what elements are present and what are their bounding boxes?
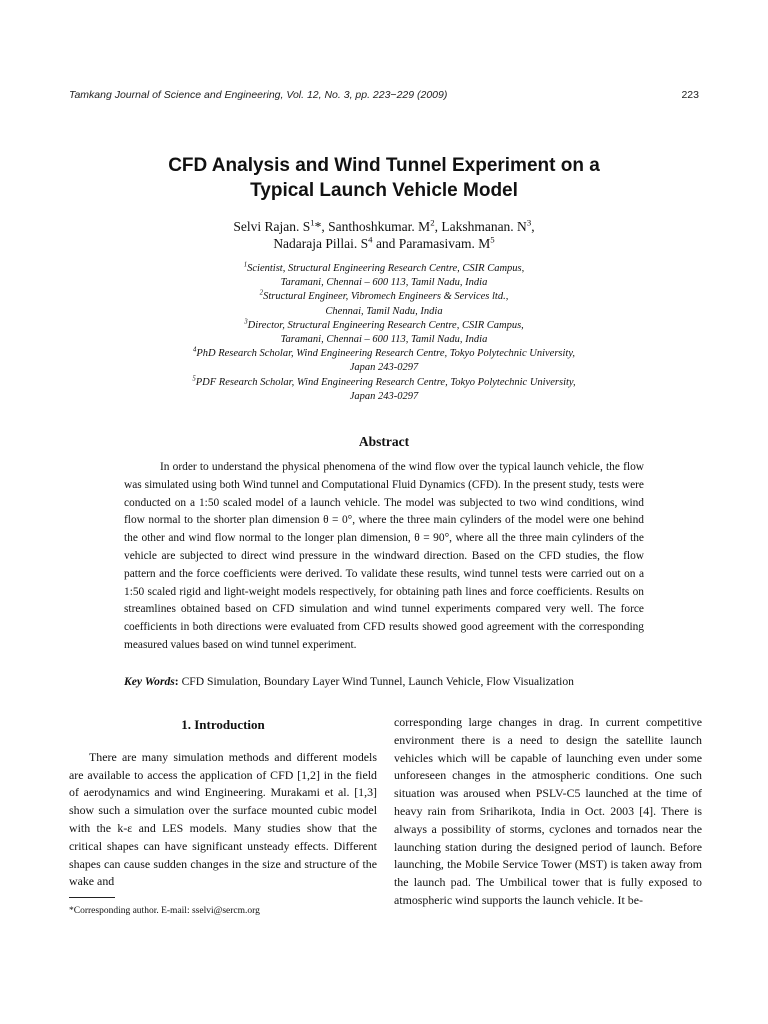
affiliation-cont: Japan 243-0297 xyxy=(349,390,419,402)
paper-title xyxy=(69,153,699,203)
keywords-text: CFD Simulation, Boundary Layer Wind Tunnel, Launch Vehicle, Flow Visualization xyxy=(181,675,574,688)
author-line-1 xyxy=(69,218,699,235)
running-header xyxy=(69,89,699,101)
author-sup: 3 xyxy=(526,217,532,228)
title-line-1: CFD Analysis and Wind Tunnel Experiment on a xyxy=(168,155,600,176)
affiliation-text: PDF Research Scholar, Wind Engineering Research Centre, Tokyo Polytechnic University, xyxy=(195,376,576,388)
affiliation-list xyxy=(69,262,699,404)
footnote-rule xyxy=(69,897,115,898)
abstract-body xyxy=(124,459,644,655)
abstract-heading: Abstract xyxy=(358,434,410,449)
author-name: , xyxy=(531,219,535,234)
journal-citation: Tamkang Journal of Science and Engineering, Vol. 12, No. 3, pp. 223−229 (2009) xyxy=(69,89,448,101)
affiliation-sup: 2 xyxy=(259,289,264,297)
intro-paragraph-continued: corresponding large changes in drag. In current competitive environment there is a need to design the satellite launch vehicles which will be capable of launching even under some unforeseen changes in the atmospheric conditions. One such situation was aroused when PSLV-C5 launched at the time of heavy rain from Sriharikota, India in Oct. 2003 [4]. There is always a possibility of storms, cyclones and tornados near the launching station during the designed period of launch. Before launching, the Mobile Service Tower (MST) is taken away from the launch pad. The Umbilical tower that is fully exposed to atmospheric wind supports the launch vehicle. It be- xyxy=(394,715,702,907)
author-name: Selvi Rajan. S xyxy=(233,219,311,234)
affiliation-sup: 3 xyxy=(244,318,248,326)
affiliation-text: Director, Structural Engineering Research Centre, CSIR Campus, xyxy=(247,319,524,331)
affiliation-sup: 4 xyxy=(192,346,197,354)
affiliation xyxy=(69,376,699,390)
affiliation-sup: 1 xyxy=(243,261,248,269)
author-sup: 5 xyxy=(490,234,495,245)
affiliation-cont: Chennai, Tamil Nadu, India xyxy=(325,305,443,317)
left-column xyxy=(69,714,377,891)
author-list xyxy=(69,218,699,252)
footnote: *Corresponding author. E-mail: sselvi@sercm.org xyxy=(69,906,260,916)
keywords-colon: : xyxy=(174,675,179,688)
affiliation-sup: 5 xyxy=(192,375,196,383)
affiliation xyxy=(69,319,699,333)
affiliation xyxy=(69,262,699,276)
title-line-2: Typical Launch Vehicle Model xyxy=(250,180,518,201)
author-sup: 1 xyxy=(310,217,315,228)
keywords-label: Key Words xyxy=(124,675,175,688)
affiliation xyxy=(69,290,699,304)
affiliation-cont: Japan 243-0297 xyxy=(349,362,419,374)
author-sup: 2 xyxy=(430,217,435,228)
author-name: , Lakshmanan. N xyxy=(434,219,527,234)
affiliation xyxy=(69,347,699,361)
abstract-text: In order to understand the physical phenomena of the wind flow over the typical launch vehicle, the flow was simulated using both Wind tunnel and Computational Fluid Dynamics (CFD). In the present study, tests were conducted on a 1:50 scaled model of a launch vehicle. The model was subjected to two wind conditions, wind flow normal to the shorter plan dimension θ = 0°, where the three main cylinders of the model were one behind the other and wind flow normal to the longer plan dimension, θ = 90°, where all the three main cylinders of the vehicle are subjected to direct wind pressure in the windward direction. Based on the CFD studies, the flow pattern and the force coefficients were derived. To validate these results, wind tunnel tests were carried out on a 1:50 scaled rigid and light-weight models respectively, for obtaining path lines and force coefficients. Results on streamlines obtained based on CFD simulation and wind tunnel experiments compared very well. The force coefficients in both directions were evaluated from CFD results showed good agreement with the corresponding measured values based on wind tunnel experiment. xyxy=(124,461,644,651)
author-sup: 4 xyxy=(368,234,373,245)
affiliation-cont: Taramani, Chennai – 600 113, Tamil Nadu, India xyxy=(280,277,488,289)
author-name: Nadaraja Pillai. S xyxy=(273,236,369,251)
affiliation-text: Structural Engineer, Vibromech Engineers & Services ltd., xyxy=(263,291,509,303)
affiliation-text: Scientist, Structural Engineering Research Centre, CSIR Campus, xyxy=(247,263,525,274)
author-line-2 xyxy=(69,235,699,252)
intro-paragraph: There are many simulation methods and different models are available to access the application of CFD [1,2] in the field of aerodynamics and wind Engineering. Murakami et al. [1,3] show such a simulation over the surface mounted cubic model with the k-ε and LES models. Many studies show that the critical shapes can have significant unsteady effects. Different shapes can cause sudden changes in the size and structure of the wake and xyxy=(69,749,377,889)
affiliation-cont: Taramani, Chennai – 600 113, Tamil Nadu, India xyxy=(280,334,488,346)
author-name: and Paramasivam. M xyxy=(372,236,491,251)
affiliation-text: PhD Research Scholar, Wind Engineering Research Centre, Tokyo Polytechnic University, xyxy=(196,348,576,360)
section-heading: 1. Introduction xyxy=(181,717,265,732)
keywords xyxy=(124,675,684,688)
page-number: 223 xyxy=(681,89,699,101)
author-name: *, Santhoshkumar. M xyxy=(314,219,431,234)
right-column xyxy=(394,714,702,910)
